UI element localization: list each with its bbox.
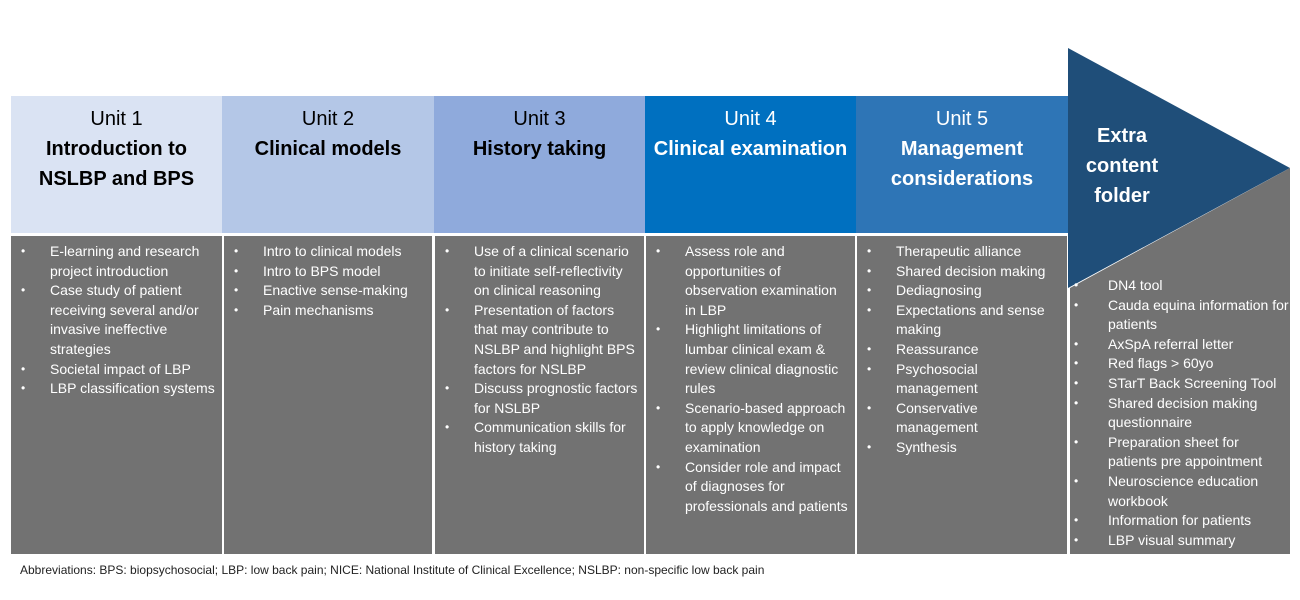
unit-2-number: Unit 2 bbox=[301, 108, 355, 130]
unit-5-content bbox=[857, 236, 1067, 554]
list-item: • AxSpA referral letter bbox=[1070, 335, 1290, 355]
list-item: • DN4 tool bbox=[1070, 276, 1290, 296]
list-item: • Therapeutic alliance bbox=[863, 242, 1061, 262]
unit-4-title: Clinical examination bbox=[653, 138, 848, 160]
list-item: • Information for patients bbox=[1070, 511, 1290, 531]
list-item: • E-learning and research project introduction bbox=[17, 242, 216, 281]
extra-content-title: Extra content folder bbox=[1085, 125, 1159, 207]
list-item: • Conservative management bbox=[863, 399, 1061, 438]
list-item: • Assess role and opportunities of observation examination in LBP bbox=[652, 242, 849, 320]
unit-2-content bbox=[224, 236, 432, 554]
list-item: • Case study of patient receiving several and/or invasive ineffective strategies bbox=[17, 281, 216, 359]
list-item: • Shared decision making bbox=[863, 262, 1061, 282]
list-item: • Highlight limitations of lumbar clinical exam & review clinical diagnostic rules bbox=[652, 320, 849, 398]
list-item: • LBP classification systems bbox=[17, 379, 216, 399]
unit-5-list bbox=[863, 242, 1061, 458]
unit-1-content bbox=[11, 236, 222, 554]
unit-4-header bbox=[645, 96, 856, 233]
unit-3-content bbox=[435, 236, 644, 554]
unit-4-content bbox=[646, 236, 855, 554]
list-item: • Presentation of factors that may contribute to NSLBP and highlight BPS factors for NSLBP bbox=[441, 301, 638, 379]
unit-5-number: Unit 5 bbox=[935, 108, 989, 130]
list-item: • Communication skills for history taking bbox=[441, 418, 638, 457]
list-item: • Pain mechanisms bbox=[230, 301, 426, 321]
list-item: • Expectations and sense making bbox=[863, 301, 1061, 340]
list-item: • Discuss prognostic factors for NSLBP bbox=[441, 379, 638, 418]
list-item: • Cauda equina information for patients bbox=[1070, 296, 1290, 335]
list-item: • Intro to clinical models bbox=[230, 242, 426, 262]
list-item: • Enactive sense-making bbox=[230, 281, 426, 301]
extra-content-list bbox=[1070, 276, 1290, 550]
unit-3-header bbox=[434, 96, 645, 233]
unit-2-header bbox=[222, 96, 434, 233]
unit-2-list bbox=[230, 242, 426, 320]
list-item: • Reassurance bbox=[863, 340, 1061, 360]
list-item: • Psychosocial management bbox=[863, 360, 1061, 399]
list-item: • Scenario-based approach to apply knowledge on examination bbox=[652, 399, 849, 458]
unit-4-list bbox=[652, 242, 849, 516]
unit-2-title: Clinical models bbox=[254, 138, 402, 160]
list-item: • Red flags > 60yo bbox=[1070, 354, 1290, 374]
list-item: • Consider role and impact of diagnoses for professionals and patients bbox=[652, 458, 849, 517]
list-item: • Intro to BPS model bbox=[230, 262, 426, 282]
list-item: • Shared decision making questionnaire bbox=[1070, 394, 1290, 433]
unit-5-title: Management considerations bbox=[890, 138, 1034, 190]
list-item: • Neuroscience education workbook bbox=[1070, 472, 1290, 511]
list-item: • Synthesis bbox=[863, 438, 1061, 458]
unit-1-header bbox=[11, 96, 222, 233]
unit-1-title: Introduction to NSLBP and BPS bbox=[38, 138, 195, 190]
unit-4-number: Unit 4 bbox=[724, 108, 777, 130]
unit-3-list bbox=[441, 242, 638, 458]
list-item: • Dediagnosing bbox=[863, 281, 1061, 301]
list-item: • LBP visual summary bbox=[1070, 531, 1290, 551]
list-item: • STarT Back Screening Tool bbox=[1070, 374, 1290, 394]
list-item: • Use of a clinical scenario to initiate self-reflectivity on clinical reasoning bbox=[441, 242, 638, 301]
unit-5-header bbox=[856, 96, 1068, 233]
list-item: • Societal impact of LBP bbox=[17, 360, 216, 380]
unit-1-list bbox=[17, 242, 216, 399]
list-item: • Preparation sheet for patients pre appointment bbox=[1070, 433, 1290, 472]
abbreviations-footnote: Abbreviations: BPS: biopsychosocial; LBP: low back pain; NICE: National Institute of Clinical Excellence; NSLBP: non-specific low back pain bbox=[20, 563, 765, 577]
unit-3-number: Unit 3 bbox=[513, 108, 566, 130]
extra-content-list-wrap bbox=[1070, 276, 1290, 550]
unit-3-title: History taking bbox=[472, 138, 607, 160]
unit-1-number: Unit 1 bbox=[90, 108, 143, 130]
